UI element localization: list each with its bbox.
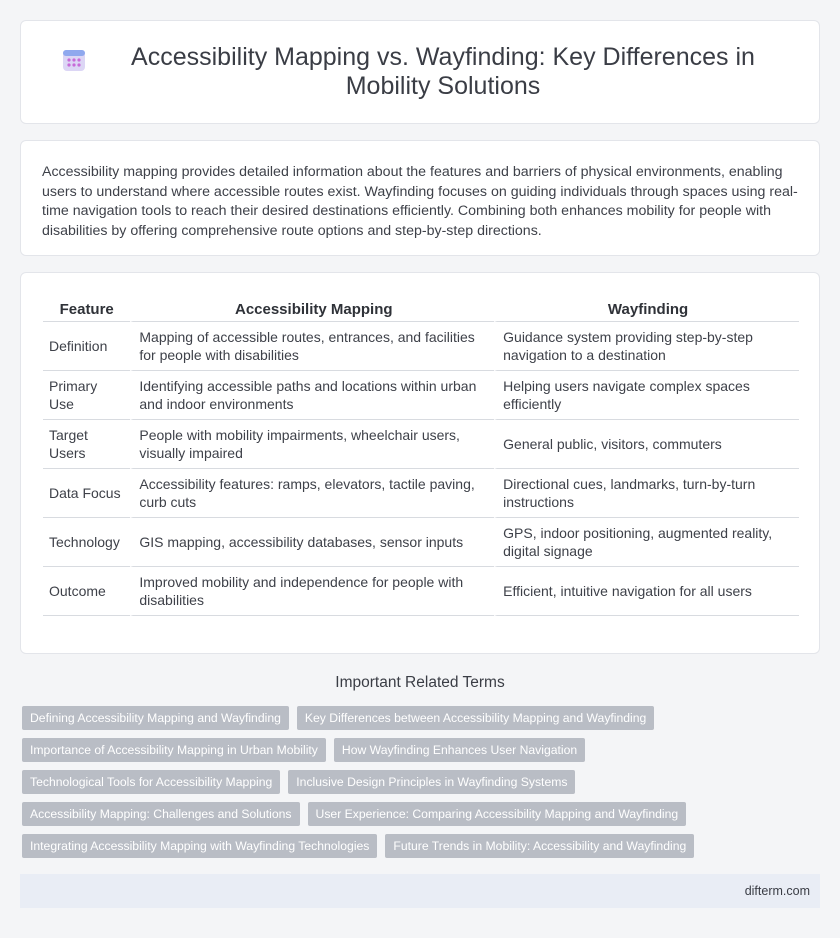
related-term-link[interactable]: Defining Accessibility Mapping and Wayfinding xyxy=(22,706,289,730)
footer-bar xyxy=(20,874,820,908)
feature-cell: Technology xyxy=(43,518,130,567)
intro-paragraph: Accessibility mapping provides detailed information about the features and barriers of physical environments, enabling users to understand where accessible routes exist. Wayfinding focuses on guiding individuals through spaces using real-time navigation tools to reach their desired destinations efficiently. Combining both enhances mobility for people with disabilities by offering comprehensive route options and step-by-step directions. xyxy=(20,140,820,256)
wayfinding-cell: General public, visitors, commuters xyxy=(494,420,799,469)
accessibility-mapping-cell: Accessibility features: ramps, elevators, tactile paving, curb cuts xyxy=(130,469,494,518)
related-term-link[interactable]: User Experience: Comparing Accessibility Mapping and Wayfinding xyxy=(308,802,687,826)
related-term-link[interactable]: Integrating Accessibility Mapping with Wayfinding Technologies xyxy=(22,834,377,858)
table-header-row xyxy=(43,295,799,322)
page-title: Accessibility Mapping vs. Wayfinding: Key Differences in Mobility Solutions xyxy=(131,43,755,100)
feature-cell: Target Users xyxy=(43,420,130,469)
accessibility-mapping-cell: Improved mobility and independence for people with disabilities xyxy=(130,567,494,616)
accessibility-mapping-cell: Identifying accessible paths and locations within urban and indoor environments xyxy=(130,371,494,420)
table-row xyxy=(43,371,799,420)
table-row xyxy=(43,420,799,469)
comparison-table xyxy=(43,295,799,616)
related-term-link[interactable]: Inclusive Design Principles in Wayfinding Systems xyxy=(288,770,575,794)
related-terms-list xyxy=(0,706,744,858)
wayfinding-cell: Guidance system providing step-by-step navigation to a destination xyxy=(494,322,799,371)
related-term-link[interactable]: How Wayfinding Enhances User Navigation xyxy=(334,738,585,762)
table-row xyxy=(43,518,799,567)
wayfinding-cell: Directional cues, landmarks, turn-by-turn instructions xyxy=(494,469,799,518)
feature-cell: Outcome xyxy=(43,567,130,616)
footer-site-link[interactable]: difterm.com xyxy=(744,884,810,898)
wayfinding-cell: Helping users navigate complex spaces efficiently xyxy=(494,371,799,420)
table-row xyxy=(43,469,799,518)
feature-cell: Definition xyxy=(43,322,130,371)
related-term-link[interactable]: Technological Tools for Accessibility Mapping xyxy=(22,770,280,794)
accessibility-mapping-cell: People with mobility impairments, wheelchair users, visually impaired xyxy=(130,420,494,469)
related-term-link[interactable]: Key Differences between Accessibility Mapping and Wayfinding xyxy=(297,706,654,730)
related-term-link[interactable]: Future Trends in Mobility: Accessibility and Wayfinding xyxy=(385,834,694,858)
column-header-wayfinding: Wayfinding xyxy=(494,295,799,322)
accessibility-mapping-cell: GIS mapping, accessibility databases, sensor inputs xyxy=(130,518,494,567)
related-term-link[interactable]: Importance of Accessibility Mapping in Urban Mobility xyxy=(22,738,326,762)
comparison-table-card xyxy=(20,272,820,654)
column-header-accessibility-mapping: Accessibility Mapping xyxy=(130,295,494,322)
wayfinding-cell: GPS, indoor positioning, augmented reality, digital signage xyxy=(494,518,799,567)
feature-cell: Data Focus xyxy=(43,469,130,518)
related-terms-title: Important Related Terms xyxy=(335,674,505,691)
column-header-feature: Feature xyxy=(43,295,130,322)
header-inner xyxy=(61,43,779,101)
table-row xyxy=(43,567,799,616)
calendar-grid-icon xyxy=(61,47,87,73)
related-term-link[interactable]: Accessibility Mapping: Challenges and Solutions xyxy=(22,802,300,826)
header-card xyxy=(20,20,820,124)
table-row xyxy=(43,322,799,371)
wayfinding-cell: Efficient, intuitive navigation for all users xyxy=(494,567,799,616)
feature-cell: Primary Use xyxy=(43,371,130,420)
accessibility-mapping-cell: Mapping of accessible routes, entrances, and facilities for people with disabilities xyxy=(130,322,494,371)
